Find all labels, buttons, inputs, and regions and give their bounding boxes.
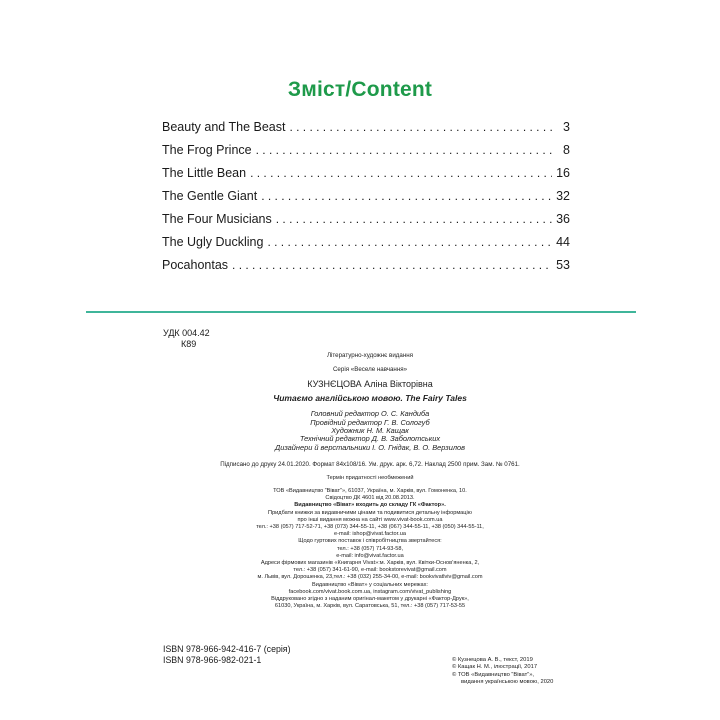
toc-item-title: The Frog Prince	[162, 143, 252, 157]
toc-item-page: 44	[556, 235, 570, 249]
printed-line: 61030, Україна, м. Харків, вул. Саратовська, 51, тел.: +38 (057) 717-53-55	[274, 603, 466, 610]
toc-item-page: 53	[556, 258, 570, 272]
copyright-line: видання українською мовою, 2020	[461, 679, 554, 686]
dot-leader	[289, 116, 556, 139]
copyright-block	[452, 657, 602, 687]
toc-item-title: Pocahontas	[162, 258, 229, 272]
wholesale-line: Щодо гуртових поставок і співробітництва звертайтеся:	[298, 538, 442, 545]
shelf-life: Термін придатності необмежений	[326, 474, 414, 481]
udk-code	[163, 328, 210, 350]
toc-item-page: 32	[556, 189, 570, 203]
stores-line: facebook.com/vivat.book.com.ua, instagram.com/vivat_publishing	[288, 588, 452, 595]
toc-item-page: 16	[556, 166, 570, 180]
isbn-line: ISBN 978-966-942-416-7 (серія)	[163, 644, 291, 654]
staff-line: Художник Н. М. Кащак	[331, 426, 409, 435]
wholesale-line: тел.: +38 (057) 714-93-58,	[336, 545, 404, 552]
toc-item-page: 8	[563, 143, 570, 157]
copyright-line: © ТОВ «Видавництво “Віват”»,	[452, 671, 535, 678]
author-name: КУЗНЄЦОВА Аліна Вікторівна	[307, 379, 433, 390]
book-title: Читаємо англійською мовою. The Fairy Tales	[273, 393, 467, 404]
isbn-line: ISBN 978-966-982-021-1	[163, 655, 262, 665]
dot-leader	[267, 231, 552, 254]
dot-leader	[232, 254, 552, 277]
toc-item[interactable]	[162, 254, 570, 277]
isbn-block	[163, 644, 291, 666]
buy-info-line: про інші видання можна на сайті www.vivat-book.com.ua	[297, 516, 443, 523]
udk-author-code: К89	[181, 339, 197, 349]
stores-line: тел.: +38 (057) 341-61-90, e-mail: bookstorevivat@gmail.com	[293, 567, 447, 574]
staff-line: Головний редактор О. С. Кандиба	[310, 409, 430, 419]
toc-item-title: The Little Bean	[162, 166, 247, 180]
copyright-line: © Кузнецова А. В., текст, 2019	[452, 657, 533, 663]
dot-leader	[276, 208, 552, 231]
wholesale-line: e-mail: info@vivat.factor.ua	[336, 552, 404, 559]
edition-type: Літературно-художнє видання	[326, 352, 414, 359]
group-note: Видавництво «Віват» входить до складу ГК «Фактор».	[294, 502, 446, 509]
toc-item-title: The Four Musicians	[162, 212, 272, 226]
buy-info-line: e-mail: ishop@vivat.factor.ua	[334, 531, 406, 538]
dot-leader	[256, 139, 556, 162]
buy-info-line: Придбати книжки за видавничими цінами та подивитися детальну інформацію	[268, 509, 472, 516]
publisher-line: Свідоцтво ДК 4601 від 20.08.2013.	[325, 495, 415, 502]
udk-line: УДК 004.42	[163, 328, 210, 338]
toc-item-title: Beauty and The Beast	[162, 120, 286, 134]
stores-line: м. Львів, вул. Дорошенка, 23,тел.: +38 (032) 255-34-00, e-mail: bookvivatlviv@gmail.com	[257, 574, 483, 581]
dot-leader	[261, 185, 552, 208]
print-info: Підписано до друку 24.01.2020. Формат 84х108/16. Ум. друк. арк. 6,72. Наклад 2500 прим. Зам. № 0761.	[220, 461, 520, 469]
toc-item[interactable]	[162, 231, 570, 254]
toc-title: Зміст/Content	[287, 78, 433, 101]
toc-item-title: The Ugly Duckling	[162, 235, 264, 249]
toc-item[interactable]	[162, 185, 570, 208]
toc-item-page: 3	[563, 120, 570, 134]
toc-item[interactable]	[162, 116, 570, 139]
staff-line: Технічний редактор Д. В. Заболотських	[299, 434, 441, 444]
section-divider	[86, 311, 636, 313]
staff-line: Дизайнери й верстальники І. О. Гнідак, В. О. Верзилов	[275, 442, 465, 452]
toc-item[interactable]	[162, 208, 570, 231]
dot-leader	[250, 162, 552, 185]
toc-item-page: 36	[556, 212, 570, 226]
staff-line: Провідний редактор Г. В. Сологуб	[310, 417, 430, 427]
printed-line: Віддруковано згідно з наданим оригінал-макетом у друкарні «Фактор-Друк»,	[271, 596, 469, 603]
stores-line: Видавництво «Віват» у соціальних мережах:	[312, 581, 428, 588]
table-of-contents	[162, 116, 570, 277]
stores-line: Адреси фірмових магазинів «Книгарня Vivat»:м. Харків, вул. Квітки-Основ’яненка, 2,	[260, 560, 480, 567]
toc-item[interactable]	[162, 162, 570, 185]
series-name: Серія «Веселе навчання»	[332, 365, 408, 373]
publisher-line: ТОВ «Видавництво “Віват”», 61037, Україна, м. Харків, вул. Гомоненка, 10.	[273, 488, 467, 495]
toc-item-title: The Gentle Giant	[162, 189, 258, 203]
buy-info-line: тел.: +38 (057) 717-52-71, +38 (073) 344-55-11, +38 (067) 344-55-11, +38 (050) 344-55-11,	[256, 524, 484, 531]
imprint-block	[200, 352, 540, 610]
copyright-line: © Кащак Н. М., ілюстрації, 2017	[452, 664, 538, 671]
toc-item[interactable]	[162, 139, 570, 162]
